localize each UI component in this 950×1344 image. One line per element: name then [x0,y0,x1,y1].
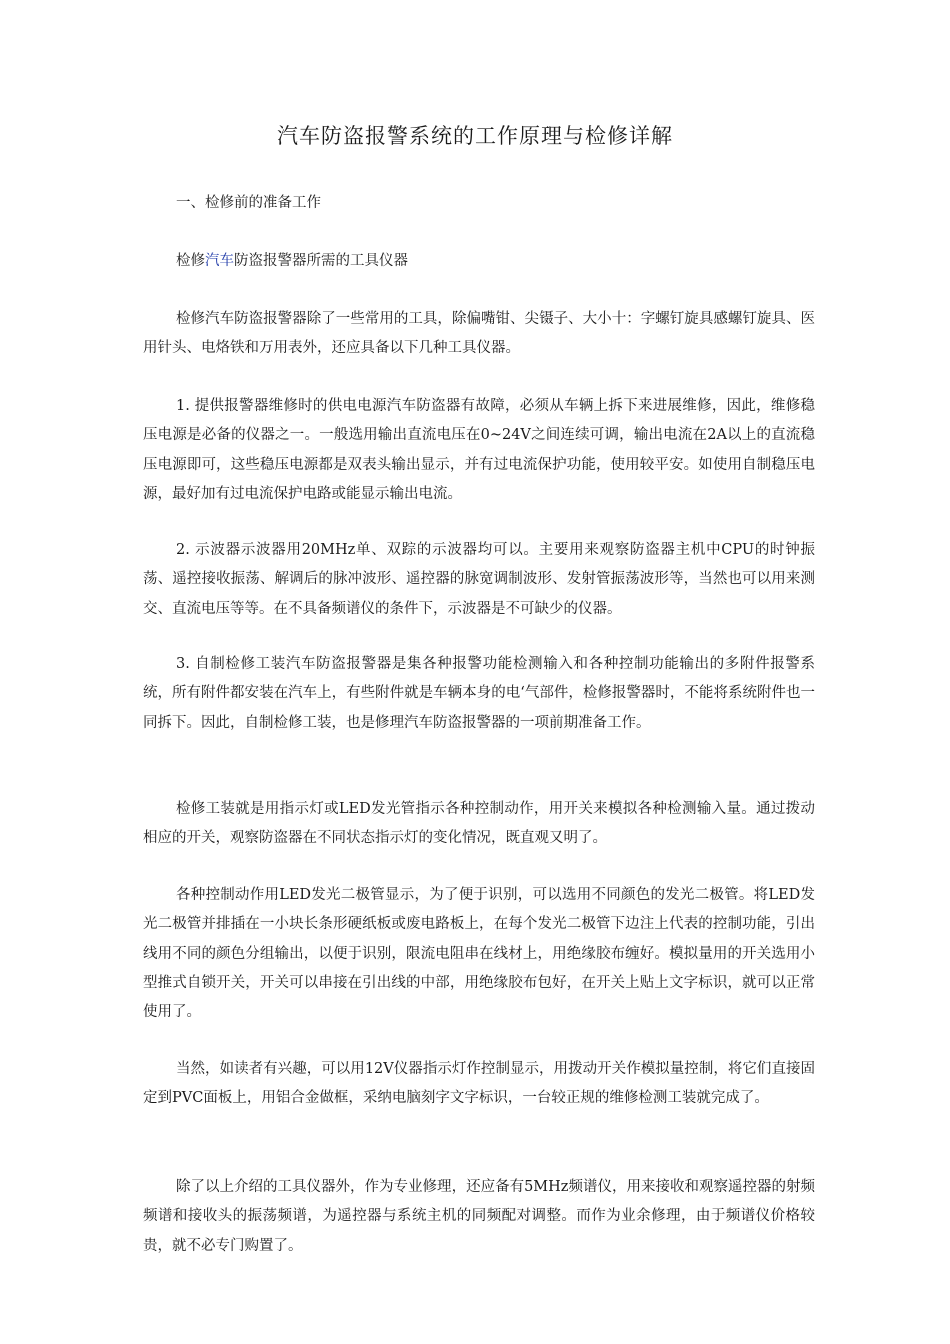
tools-heading-after: 防盗报警器所需的工具仪器 [234,253,408,269]
paragraph-spectrum-analyzer: 除了以上介绍的工具仪器外，作为专业修理，还应备有5MHz频谱仪，用来接收和观察遥控器的射频频谱和接收头的振荡频谱，为遥控器与系统主机的同频配对调整。而作为业余修理，由于频谱仪价格较贵，就不必专门购置了。 [143,1179,815,1254]
tools-heading [176,251,408,271]
paragraph-panel-build: 当然，如读者有兴趣，可以用12V仪器指示灯作控制显示，用拨动开关作模拟量控制，将它们直接固定到PVC面板上，用铝合金做框，采纳电脑刻字文字标识，一台较正规的维修检测工装就完成了。 [143,1061,815,1107]
car-link[interactable]: 汽车 [205,253,234,269]
document-title: 汽车防盗报警系统的工作原理与检修详解 [277,124,673,148]
paragraph-tools-intro: 检修汽车防盗报警器除了一些常用的工具，除偏嘴钳、尖镊子、大小十：字螺钉旋具感螺钉旋具、医用针头、电烙铁和万用表外，还应具备以下几种工具仪器。 [143,311,815,357]
section-heading: 一、检修前的准备工作 [176,195,321,211]
paragraph-fixture-usage: 检修工装就是用指示灯或LED发光管指示各种控制动作，用开关来模拟各种检测输入量。通过拨动相应的开关，观察防盗器在不同状态指示灯的变化情况，既直观又明了。 [143,801,815,847]
paragraph-test-fixture: 3. 自制检修工装汽车防盗报警器是集各种报警功能检测输入和各种控制功能输出的多附件报警系统，所有附件都安装在汽车上，有些附件就是车辆本身的电‘气部件，检修报警器时，不能将系统附件也一同拆下。因此，自制检修工装，也是修理汽车防盗报警器的一项前期准备工作。 [143,656,815,731]
tools-heading-before: 检修 [176,253,205,269]
paragraph-power-supply: 1. 提供报警器维修时的供电电源汽车防盗器有故障，必须从车辆上拆下来进展维修，因此，维修稳压电源是必备的仪器之一。一般选用输出直流电压在0~24V之间连续可调，输出电流在2A以上的直流稳压电源即可，这些稳压电源都是双表头输出显示，并有过电流保护功能，使用较平安。如使用自制稳压电源，最好加有过电流保护电路或能显示输出电流。 [143,398,815,502]
paragraph-led-display: 各种控制动作用LED发光二极管显示，为了便于识别，可以选用不同颜色的发光二极管。将LED发光二极管并排插在一小块长条形硬纸板或废电路板上，在每个发光二极管下边注上代表的控制功能，引出线用不同的颜色分组输出，以便于识别，限流电阻串在线材上，用绝缘胶布缠好。模拟量用的开关选用小型推式自锁开关，开关可以串接在引出线的中部，用绝缘胶布包好，在开关上贴上文字标识，就可以正常使用了。 [143,887,815,1021]
paragraph-oscilloscope: 2. 示波器示波器用20MHz单、双踪的示波器均可以。主要用来观察防盗器主机中CPU的时钟振荡、遥控接收振荡、解调后的脉冲波形、遥控器的脉宽调制波形、发射管振荡波形等，当然也可以用来测交、直流电压等等。在不具备频谱仪的条件下，示波器是不可缺少的仪器。 [143,542,815,617]
